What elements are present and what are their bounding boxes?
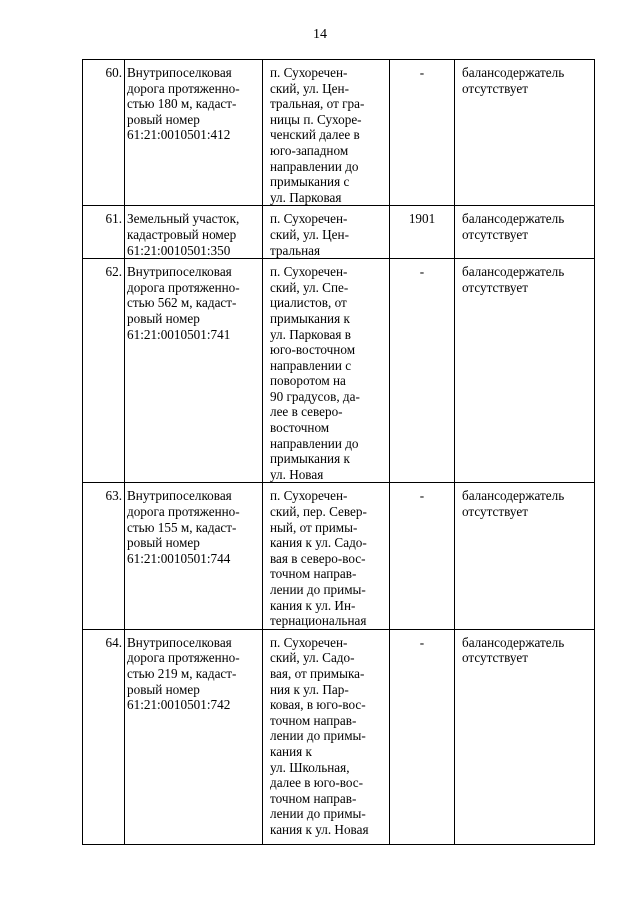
object-address-line: ный, от примы- — [270, 519, 358, 535]
object-name-line: 61:21:0010501:350 — [127, 242, 231, 258]
balance-holder-line: балансодержатель — [462, 65, 565, 80]
object-address-line: ул. Школьная, — [270, 759, 350, 775]
row-number: 62. — [83, 259, 125, 483]
object-address-line: примыкания с — [270, 174, 350, 190]
object-address-line: п. Сухоречен- — [270, 634, 348, 650]
object-name-line: дорога протяженно- — [127, 279, 240, 295]
object-address-line: вая, от примыка- — [270, 665, 365, 681]
object-address-line: ский, ул. Цен- — [270, 226, 349, 242]
object-address-line: тральная, от гра- — [270, 96, 365, 112]
object-name — [125, 206, 263, 259]
object-name-line: дорога протяженно- — [127, 504, 240, 520]
object-address-line: ницы п. Сухоре- — [270, 111, 362, 127]
object-address-line: кания к ул. Новая — [270, 821, 369, 837]
object-address-line: далее в юго-вос- — [270, 775, 364, 791]
balance-holder-line: балансодержатель — [462, 211, 565, 227]
object-address — [263, 629, 390, 844]
object-address-line: п. Сухоречен- — [270, 65, 348, 80]
table-row — [83, 629, 595, 844]
object-address-line: ул. Парковая — [270, 189, 342, 205]
object-address-line: ковая, в юго-вос- — [270, 697, 366, 713]
object-address-line: тральная — [270, 242, 321, 258]
object-name-line: стью 155 м, кадаст- — [127, 519, 237, 535]
object-address-line: ский, ул. Спе- — [270, 279, 349, 295]
object-address — [263, 259, 390, 483]
object-address-line: юго-восточном — [270, 342, 356, 358]
table-row — [83, 60, 595, 206]
object-name-line: ровый номер — [127, 681, 200, 697]
object-name — [125, 60, 263, 206]
object-address-line: лении до примы- — [270, 582, 366, 597]
object-address-line: направлении до — [270, 158, 359, 174]
object-name-line: Внутрипоселковая — [127, 264, 232, 280]
object-address-line: лении до примы- — [270, 806, 366, 822]
table-row — [83, 483, 595, 629]
object-address — [263, 206, 390, 259]
balance-holder-line: балансодержатель — [462, 264, 565, 280]
row-number: 64. — [83, 629, 125, 844]
object-address-line: точном направ- — [270, 712, 357, 728]
balance-holder — [455, 629, 595, 844]
object-address-line: ский, ул. Цен- — [270, 80, 349, 96]
object-address-line: п. Сухоречен- — [270, 211, 348, 227]
property-table-body — [83, 60, 595, 845]
object-name — [125, 629, 263, 844]
object-name-line: 61:21:0010501:741 — [127, 326, 231, 342]
balance-holder — [455, 483, 595, 629]
object-address-line: кания к ул. Ин- — [270, 597, 356, 613]
object-address-line: поворотом на — [270, 373, 346, 389]
object-name-line: Внутрипоселковая — [127, 488, 232, 504]
object-address — [263, 483, 390, 629]
object-address-line: кания к ул. Садо- — [270, 535, 367, 551]
object-name-line: 61:21:0010501:744 — [127, 550, 231, 566]
object-address-line: ский, ул. Садо- — [270, 650, 355, 666]
balance-holder — [455, 206, 595, 259]
object-address-line: примыкания к — [270, 310, 350, 326]
object-name-line: ровый номер — [127, 310, 200, 326]
object-year: - — [390, 483, 455, 629]
object-address-line: направлении до — [270, 435, 359, 451]
object-address-line: ченский далее в — [270, 127, 360, 143]
object-address-line: лее в северо- — [270, 404, 343, 420]
object-address-line: кания к — [270, 743, 312, 759]
balance-holder-line: отсутствует — [462, 650, 528, 666]
object-address-line: 90 градусов, да- — [270, 388, 360, 404]
object-address-line: вая в северо-вос- — [270, 550, 366, 566]
object-name-line: Внутрипоселковая — [127, 65, 232, 80]
object-address-line: точном направ- — [270, 790, 357, 806]
object-address-line: лении до примы- — [270, 728, 366, 744]
object-address-line: п. Сухоречен- — [270, 264, 348, 280]
object-address-line: восточном — [270, 420, 330, 436]
object-name-line: 61:21:0010501:412 — [127, 127, 231, 143]
balance-holder-line: отсутствует — [462, 80, 528, 96]
table-row — [83, 259, 595, 483]
object-name-line: ровый номер — [127, 111, 200, 127]
object-name-line: ровый номер — [127, 535, 200, 551]
object-address-line: ул. Парковая в — [270, 326, 351, 342]
object-name-line: стью 562 м, кадаст- — [127, 295, 237, 311]
object-address-line: циалистов, от — [270, 295, 347, 311]
object-name-line: Земельный участок, — [127, 211, 240, 227]
object-year: - — [390, 629, 455, 844]
balance-holder-line: балансодержатель — [462, 488, 565, 504]
object-name-line: дорога протяженно- — [127, 80, 240, 96]
object-name-line: Внутрипоселковая — [127, 634, 232, 650]
object-address — [263, 60, 390, 206]
object-name-line: 61:21:0010501:742 — [127, 697, 231, 713]
property-table — [82, 59, 595, 845]
page-number: 14 — [313, 27, 327, 42]
object-address-line: ский, пер. Север- — [270, 504, 367, 520]
object-name-line: кадастровый номер — [127, 226, 237, 242]
object-address-line: примыкания к — [270, 451, 350, 467]
table-row — [83, 206, 595, 259]
object-name-line: стью 219 м, кадаст- — [127, 665, 237, 681]
row-number: 61. — [83, 206, 125, 259]
object-year: - — [390, 60, 455, 206]
object-year: 1901 — [390, 206, 455, 259]
object-address-line: направлении с — [270, 357, 352, 373]
balance-holder-line: отсутствует — [462, 226, 528, 242]
object-address-line: точном направ- — [270, 566, 357, 582]
balance-holder-line: отсутствует — [462, 279, 528, 295]
balance-holder — [455, 259, 595, 483]
object-address-line: п. Сухоречен- — [270, 488, 348, 504]
object-address-line: тернациональная — [270, 613, 367, 629]
balance-holder — [455, 60, 595, 206]
balance-holder-line: балансодержатель — [462, 634, 565, 650]
object-address-line: юго-западном — [270, 142, 349, 158]
row-number: 63. — [83, 483, 125, 629]
object-name — [125, 483, 263, 629]
row-number: 60. — [83, 60, 125, 206]
object-name-line: дорога протяженно- — [127, 650, 240, 666]
object-year: - — [390, 259, 455, 483]
object-address-line: ул. Новая — [270, 466, 324, 482]
object-address-line: ния к ул. Пар- — [270, 681, 349, 697]
balance-holder-line: отсутствует — [462, 504, 528, 520]
object-name — [125, 259, 263, 483]
object-name-line: стью 180 м, кадаст- — [127, 96, 237, 112]
